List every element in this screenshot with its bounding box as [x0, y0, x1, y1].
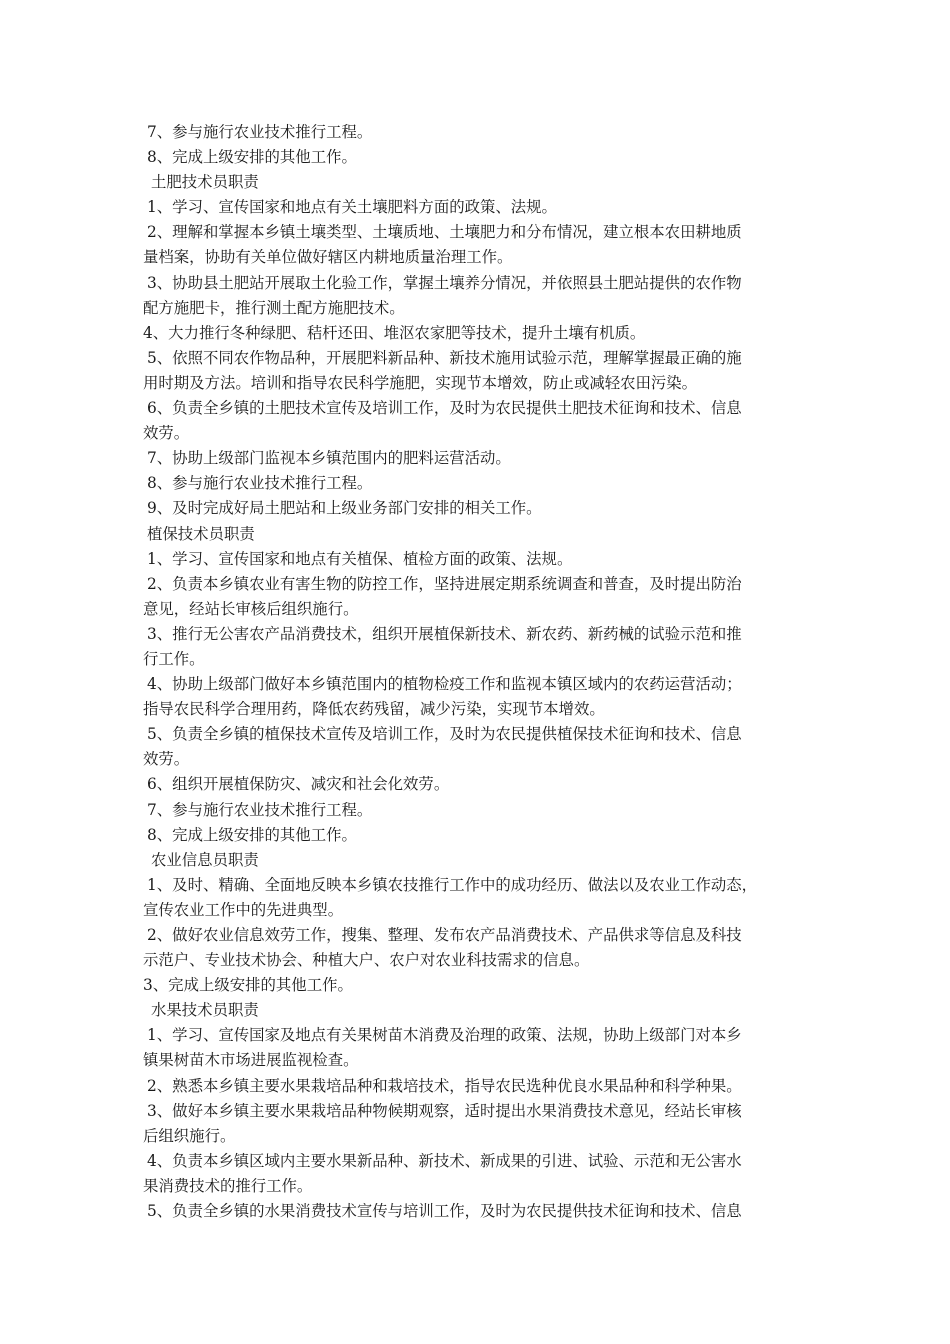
text-line: 6、组织开展植保防灾、减灾和社会化效劳。 [147, 775, 450, 794]
text-line: 配方施肥卡，推行测土配方施肥技术。 [143, 298, 405, 317]
text-line: 植保技术员职责 [147, 524, 255, 543]
text-line: 7、协助上级部门监视本乡镇范围内的肥料运营活动。 [147, 449, 511, 468]
text-line: 2、熟悉本乡镇主要水果栽培品种和栽培技术，指导农民选种优良水果品种和科学种果。 [147, 1076, 742, 1095]
text-line: 3、完成上级安排的其他工作。 [143, 976, 353, 995]
text-line: 2、理解和掌握本乡镇土壤类型、土壤质地、土壤肥力和分布情况，建立根本农田耕地质 [147, 223, 742, 242]
text-line: 4、负责本乡镇区域内主要水果新品种、新技术、新成果的引进、试验、示范和无公害水 [147, 1151, 742, 1170]
text-line: 5、负责全乡镇的植保技术宣传及培训工作，及时为农民提供植保技术征询和技术、信息 [147, 725, 742, 744]
text-line: 后组织施行。 [143, 1126, 236, 1145]
text-line: 9、及时完成好局土肥站和上级业务部门安排的相关工作。 [147, 499, 542, 518]
text-line: 宣传农业工作中的先进典型。 [143, 900, 344, 919]
text-line: 2、负责本乡镇农业有害生物的防控工作，坚持进展定期系统调查和普查，及时提出防治 [147, 574, 742, 593]
text-line: 果消费技术的推行工作。 [143, 1176, 313, 1195]
text-line: 7、参与施行农业技术推行工程。 [147, 123, 373, 141]
text-line: 7、参与施行农业技术推行工程。 [147, 800, 373, 819]
text-line: 示范户、专业技术协会、种植大户、农户对农业科技需求的信息。 [143, 951, 590, 970]
text-line: 指导农民科学合理用药，降低农药残留，减少污染，实现节本增效。 [143, 700, 605, 719]
text-line: 1、及时、精确、全面地反映本乡镇农技推行工作中的成功经历、做法以及农业工作动态， [147, 875, 758, 894]
text-line: 效劳。 [143, 424, 190, 443]
section-heading: 土肥技术员职责 [151, 173, 259, 192]
text-line: 效劳。 [143, 750, 190, 769]
text-line: 6、负责全乡镇的土肥技术宣传及培训工作，及时为农民提供土肥技术征询和技术、信息 [147, 399, 742, 418]
text-line: 8、参与施行农业技术推行工程。 [147, 474, 373, 493]
text-line: 5、负责全乡镇的水果消费技术宣传与培训工作，及时为农民提供技术征询和技术、信息 [147, 1202, 742, 1221]
text-line: 3、协助县土肥站开展取土化验工作，掌握土壤养分情况，并依照县土肥站提供的农作物 [147, 273, 742, 292]
text-line: 3、推行无公害农产品消费技术，组织开展植保新技术、新农药、新药械的试验示范和推 [147, 624, 742, 643]
section-heading: 农业信息员职责 [151, 850, 259, 869]
text-line: 3、做好本乡镇主要水果栽培品种物候期观察，适时提出水果消费技术意见，经站长审核 [147, 1101, 742, 1120]
text-line: 用时期及方法。培训和指导农民科学施肥，实现节本增效，防止或减轻农田污染。 [143, 373, 698, 392]
text-line: 2、做好农业信息效劳工作，搜集、整理、发布农产品消费技术、产品供求等信息及科技 [147, 926, 742, 944]
text-line: 1、学习、宣传国家及地点有关果树苗木消费及治理的政策、法规，协助上级部门对本乡 [147, 1026, 742, 1045]
text-line: 8、完成上级安排的其他工作。 [147, 148, 357, 167]
section-heading: 水果技术员职责 [151, 1001, 259, 1020]
text-line: 量档案，协助有关单位做好辖区内耕地质量治理工作。 [143, 248, 513, 267]
text-line: 行工作。 [143, 649, 205, 668]
document-body [143, 120, 813, 1224]
text-line: 镇果树苗木市场进展监视检查。 [143, 1051, 359, 1070]
text-line: 5、依照不同农作物品种，开展肥料新品种、新技术施用试验示范，理解掌握最正确的施 [147, 348, 742, 367]
text-line: 意见，经站长审核后组织施行。 [143, 599, 359, 618]
text-line: 8、完成上级安排的其他工作。 [147, 825, 357, 844]
text-line: 4、协助上级部门做好本乡镇范围内的植物检疫工作和监视本镇区域内的农药运营活动； [147, 675, 742, 694]
text-line: 4、大力推行冬种绿肥、秸杆还田、堆沤农家肥等技术，提升土壤有机质。 [143, 323, 646, 342]
text-line: 1、学习、宣传国家和地点有关植保、植检方面的政策、法规。 [147, 549, 573, 568]
text-line: 1、学习、宣传国家和地点有关土壤肥料方面的政策、法规。 [147, 198, 557, 217]
